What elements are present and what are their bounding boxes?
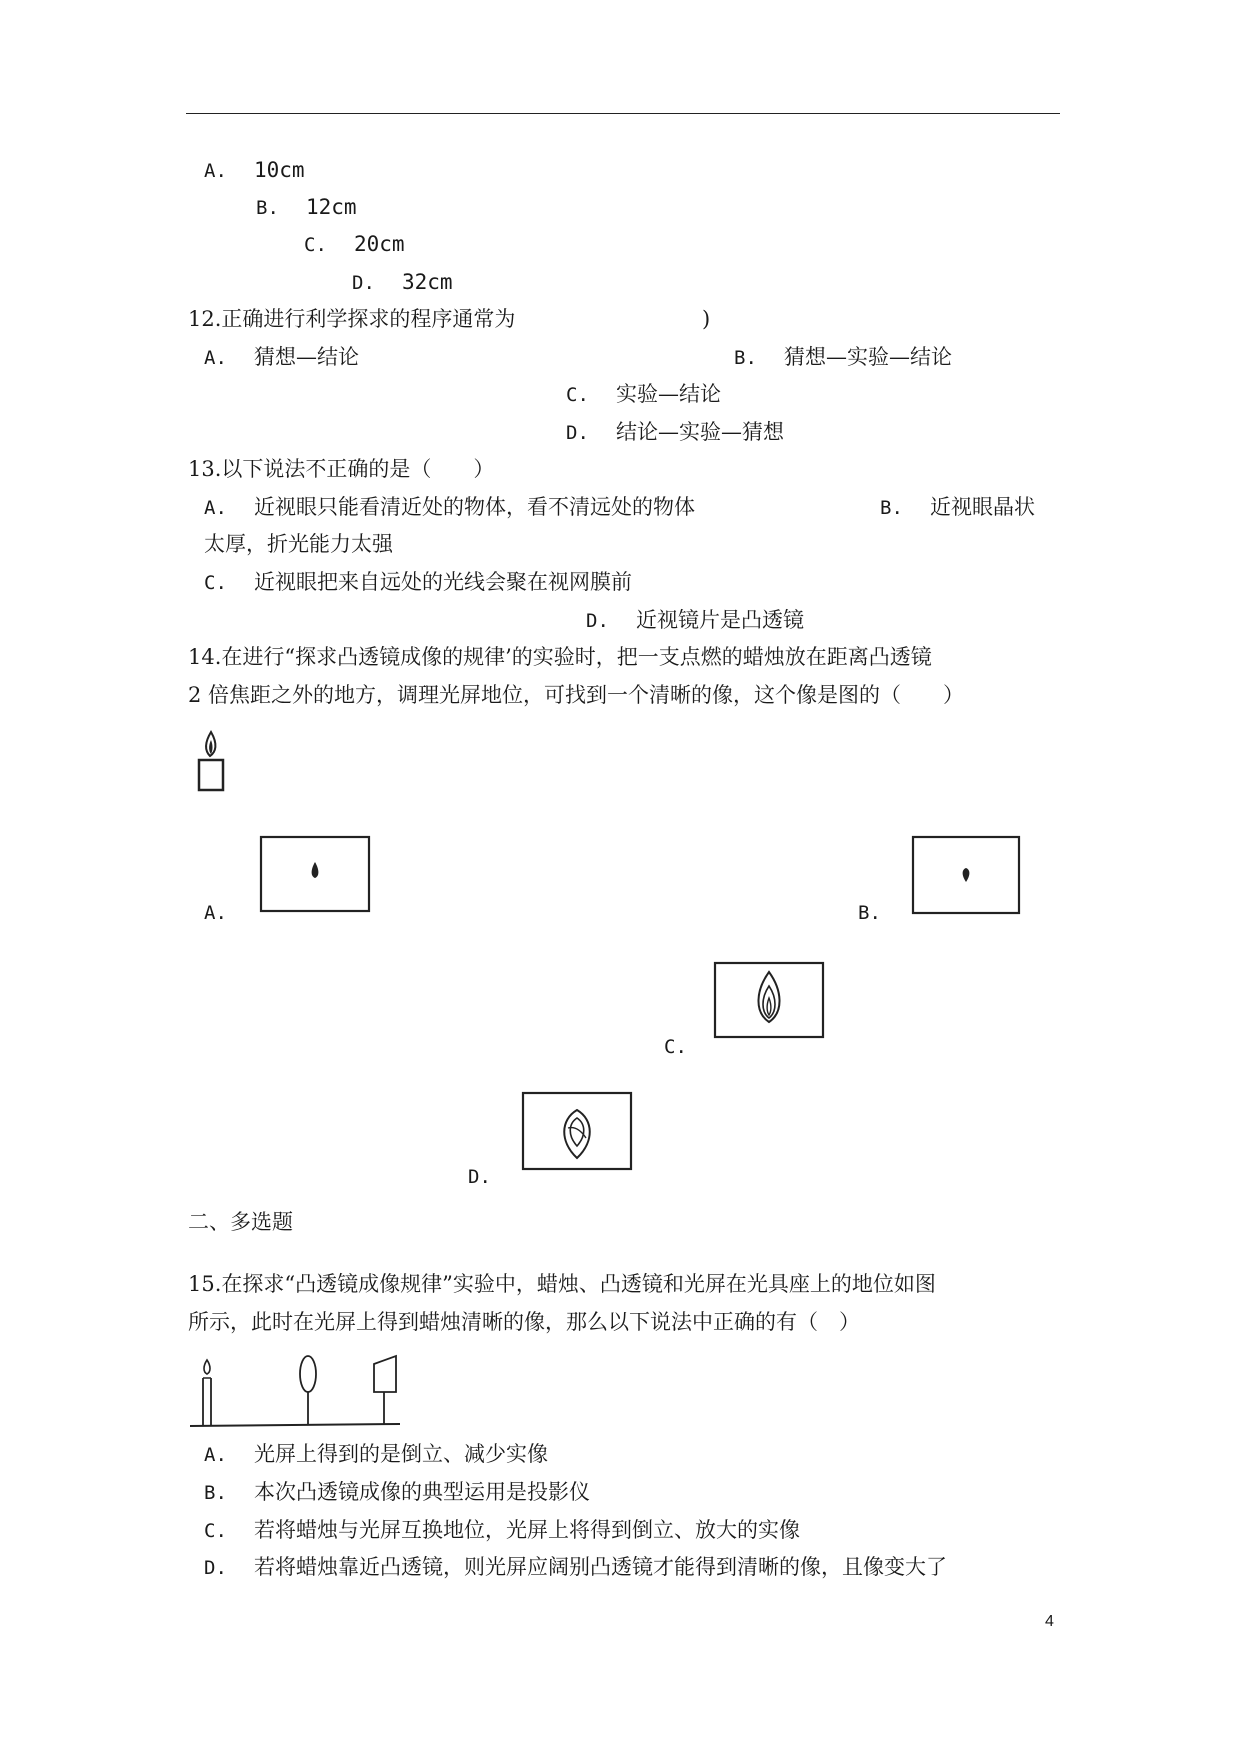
q11-option-d: D. 32cm xyxy=(352,270,453,294)
q13-option-b: B. 近视眼晶状 xyxy=(880,495,1035,519)
header-rule xyxy=(186,113,1060,114)
page-number: 4 xyxy=(1045,1613,1054,1630)
q14-option-c: C. xyxy=(664,1036,687,1058)
q14-image-b xyxy=(910,834,1022,916)
q14-option-b: B. xyxy=(858,902,881,924)
q14-option-a: A. xyxy=(204,902,227,924)
q15-option-b: B. 本次凸透镜成像的典型运用是投影仪 xyxy=(204,1480,590,1504)
q13-option-a: A. 近视眼只能看清近处的物体，看不清远处的物体 xyxy=(204,495,695,519)
q15-option-a: A. 光屏上得到的是倒立、减少实像 xyxy=(204,1442,548,1466)
section-title: 二、多选题 xyxy=(188,1210,293,1234)
q15-stem-line1: 15.在探求“凸透镜成像规律”实验中，蜡烛、凸透镜和光屏在光具座上的地位如图 xyxy=(188,1272,936,1296)
q12-option-c: C. 实验—结论 xyxy=(566,382,721,406)
q14-image-c xyxy=(712,960,826,1040)
q13-stem: 13.以下说法不正确的是（ ） xyxy=(188,457,495,481)
q14-stem-line1: 14.在进行“探求凸透镜成像的规律’的实验时，把一支点燃的蜡烛放在距离凸透镜 xyxy=(188,645,932,669)
q14-image-d xyxy=(520,1090,634,1172)
q13-option-d: D. 近视镜片是凸透镜 xyxy=(586,608,804,632)
q12-option-a: A. 猜想—结论 xyxy=(204,345,359,369)
q15-stem-line2: 所示，此时在光屏上得到蜡烛清晰的像，那么以下说法中正确的有（ ） xyxy=(188,1310,860,1334)
q11-option-b: B. 12cm xyxy=(256,195,357,219)
q15-option-c: C. 若将蜡烛与光屏互换地位，光屏上将得到倒立、放大的实像 xyxy=(204,1518,800,1542)
q14-image-a xyxy=(258,834,372,914)
optical-bench-figure xyxy=(188,1352,410,1432)
candle-figure xyxy=(196,728,230,794)
q12-paren: ) xyxy=(702,307,711,331)
q11-option-c: C. 20cm xyxy=(304,232,405,256)
q11-option-a: A. 10cm xyxy=(204,158,305,182)
q14-option-d: D. xyxy=(468,1166,491,1188)
q14-stem-line2: 2 倍焦距之外的地方，调理光屏地位，可找到一个清晰的像，这个像是图的（ ） xyxy=(188,683,965,707)
q13-option-c: C. 近视眼把来自远处的光线会聚在视网膜前 xyxy=(204,570,632,594)
q12-option-d: D. 结论—实验—猜想 xyxy=(566,420,784,444)
q13-option-b-continuation: 太厚，折光能力太强 xyxy=(204,532,393,556)
q15-option-d: D. 若将蜡烛靠近凸透镜，则光屏应阔别凸透镜才能得到清晰的像，且像变大了 xyxy=(204,1555,947,1579)
q12-stem: 12.正确进行利学探求的程序通常为 xyxy=(188,307,516,331)
q12-option-b: B. 猜想—实验—结论 xyxy=(734,345,952,369)
